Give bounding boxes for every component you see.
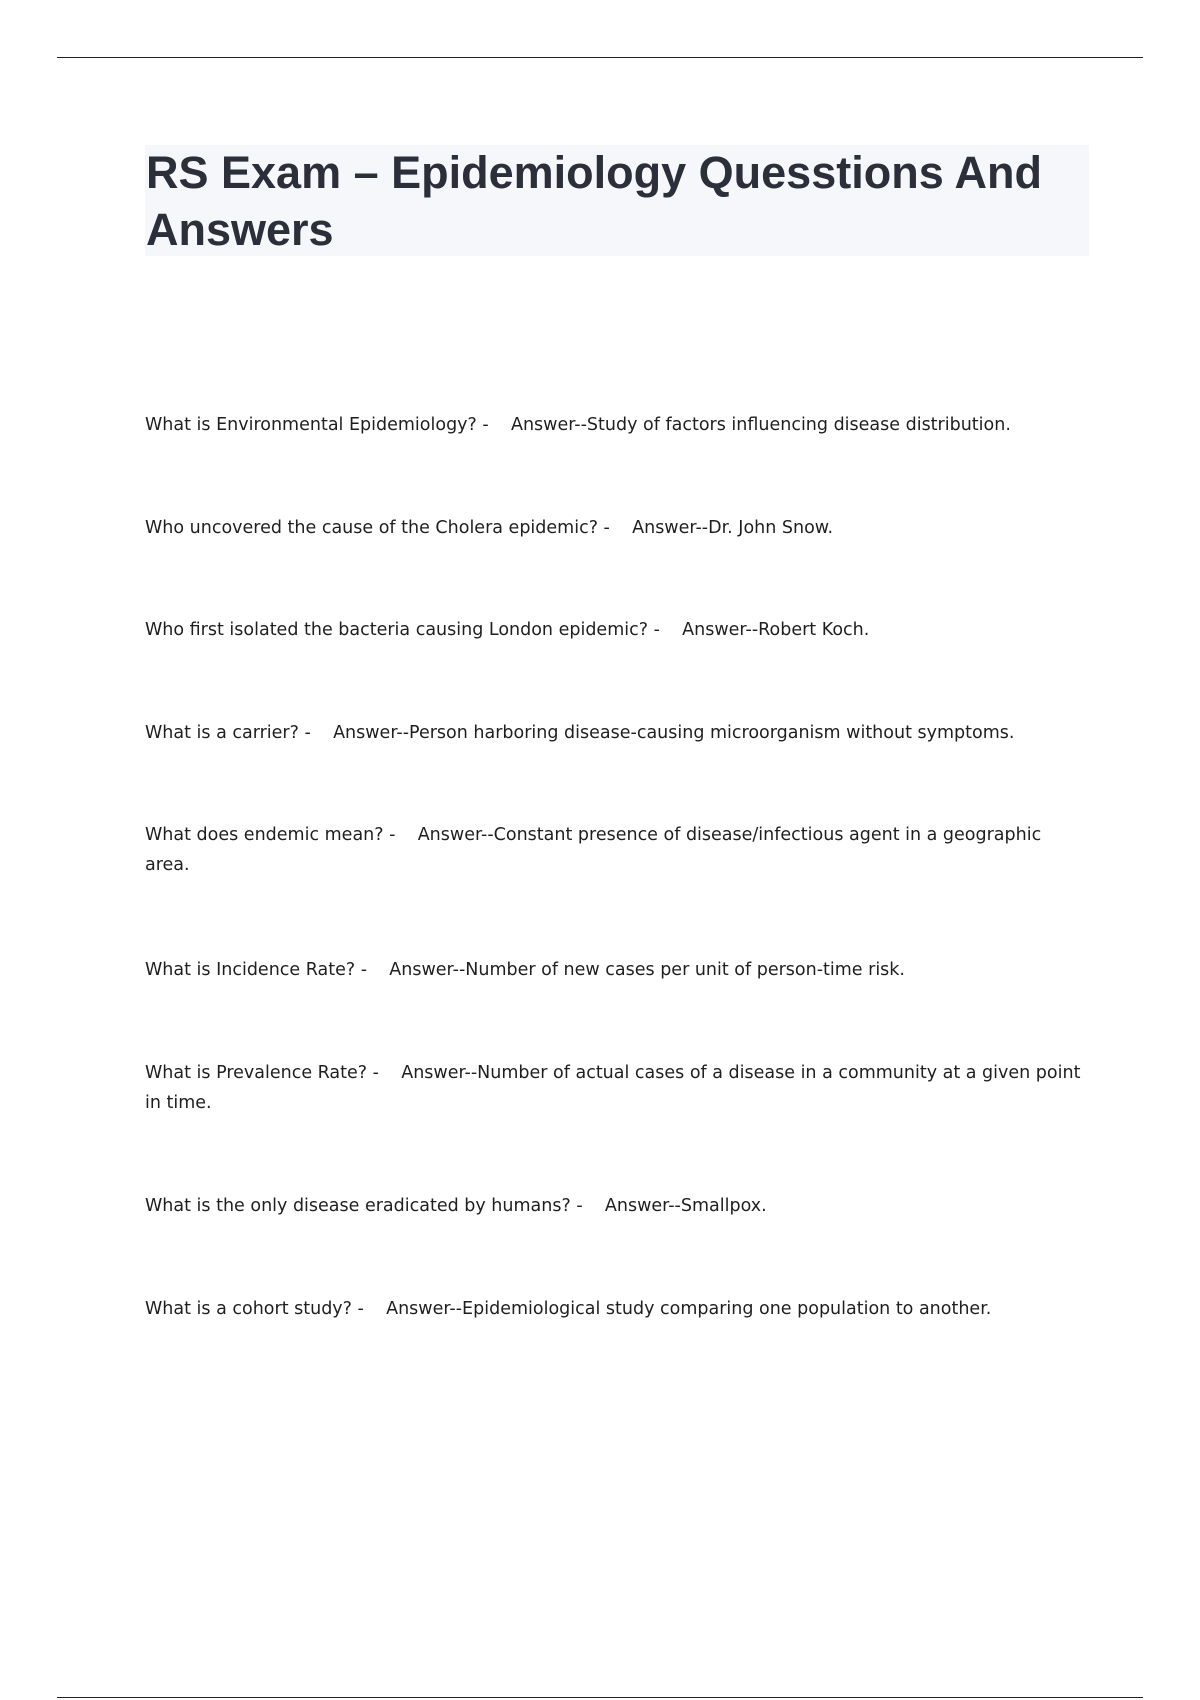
question-text: What is a cohort study?: [145, 1299, 352, 1319]
answer-text: Answer--Study of factors influencing disease distribution.: [510, 415, 1011, 435]
qa-item-3: [145, 615, 1085, 645]
qa-item-9: [145, 1294, 1085, 1324]
question-text: What is Environmental Epidemiology?: [145, 415, 477, 435]
answer-text: Answer--Number of new cases per unit of person-time risk.: [389, 960, 905, 980]
qa-separator: -: [570, 1196, 605, 1216]
answer-text: Answer--Number of actual cases of a disease in a community at a given point in time.: [145, 1063, 1081, 1113]
question-text: Who first isolated the bacteria causing London epidemic?: [145, 620, 649, 640]
question-text: What is Prevalence Rate?: [145, 1063, 368, 1083]
answer-text: Answer--Dr. John Snow.: [632, 518, 834, 538]
qa-item-1: [145, 410, 1085, 440]
qa-separator: -: [597, 518, 633, 538]
question-text: What is Incidence Rate?: [145, 960, 356, 980]
qa-item-7: [145, 1058, 1085, 1118]
answer-text: Answer--Robert Koch.: [682, 620, 870, 640]
bottom-rule: [57, 1697, 1143, 1698]
qa-separator: -: [648, 620, 683, 640]
qa-separator: -: [355, 960, 390, 980]
qa-separator: -: [351, 1299, 387, 1319]
document-title: RS Exam – Epidemiology Quesstions And Answers: [146, 147, 1043, 255]
qa-separator: -: [298, 723, 334, 743]
question-text: What is a carrier?: [145, 723, 299, 743]
answer-text: Answer--Constant presence of disease/infectious agent in a geographic area.: [145, 825, 1042, 875]
qa-separator: -: [383, 825, 418, 845]
qa-separator: -: [476, 415, 511, 435]
qa-item-4: [145, 718, 1085, 748]
qa-item-2: [145, 513, 1085, 543]
answer-text: Answer--Smallpox.: [604, 1196, 767, 1216]
answer-text: Answer--Epidemiological study comparing one population to another.: [386, 1299, 992, 1319]
qa-item-8: [145, 1191, 1085, 1221]
top-rule: [57, 57, 1143, 58]
question-text: What does endemic mean?: [145, 825, 384, 845]
qa-separator: -: [367, 1063, 402, 1083]
qa-item-6: [145, 955, 1085, 985]
question-text: What is the only disease eradicated by humans?: [145, 1196, 571, 1216]
answer-text: Answer--Person harboring disease-causing microorganism without symptoms.: [333, 723, 1015, 743]
question-text: Who uncovered the cause of the Cholera epidemic?: [145, 518, 598, 538]
qa-item-5: [145, 820, 1085, 880]
